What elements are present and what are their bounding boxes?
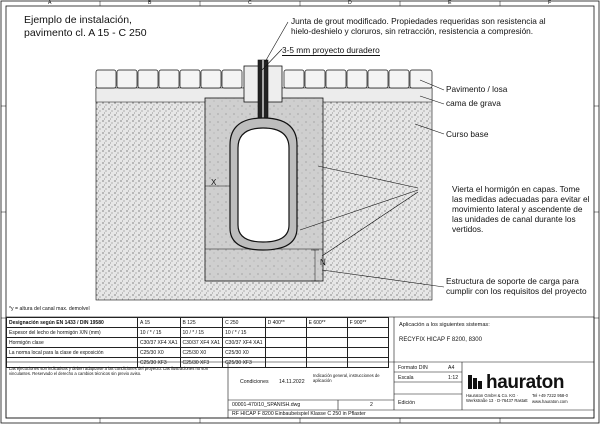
drawing-number: 00001-470/10_SPANISH.dwg (232, 402, 301, 408)
table-cell (347, 338, 388, 348)
table-cell: Espesor del lecho de hormigón X/N (mm) (7, 328, 138, 338)
table-cell (347, 348, 388, 358)
table-cell (347, 358, 388, 368)
application-label: Aplicación a los siguientes sistemas: (399, 322, 490, 328)
drawing-file-title: RF HICAP F 8200 Einbaubeispiel Klasse C 250 in Pflaster (232, 411, 366, 417)
table-header-cell: A 15 (138, 318, 181, 328)
table-cell (306, 338, 347, 348)
table-cell: C30/37 XF4 XA1 (180, 338, 223, 348)
disclaimer-text: Las ejecuciones son indicativas y deben adaptarse a las condiciones del proyecto. Las ilustraciones no son vinculantes. Reservado el derecho a cambios técnicos sin previo aviso. (9, 366, 209, 377)
table-cell (265, 338, 306, 348)
title-line-2: pavimento cl. A 15 - C 250 (24, 27, 147, 39)
dimension-label-n: N (320, 258, 326, 267)
callout-gravel-bed: cama de grava (446, 98, 501, 108)
table-row (7, 328, 389, 338)
company-logo-text: hauraton (486, 372, 565, 393)
spec-table (6, 317, 389, 368)
table-row (7, 318, 389, 328)
table-cell: C30/37 XF4 XA1 (138, 338, 181, 348)
scale-label: Escala (398, 375, 414, 381)
edition-label: Edición (398, 400, 416, 406)
table-cell (306, 348, 347, 358)
table-row (7, 348, 389, 358)
table-header-cell: E 600** (306, 318, 347, 328)
table-cell (347, 328, 388, 338)
table-header-cell: D 400** (265, 318, 306, 328)
instructions-text: Indicación general, instrucciones de aplicación (313, 373, 380, 384)
company-phone: Tel +49 7222 958-0 (532, 393, 568, 398)
table-cell: 10 / * / 15 (180, 328, 223, 338)
table-cell (306, 328, 347, 338)
border-letter-e: E (448, 0, 452, 6)
table-cell: 10 / * / 15 (138, 328, 181, 338)
callout-base-course: Curso base (446, 129, 489, 139)
scale-value: 1:12 (448, 375, 459, 381)
border-letter-a: A (48, 0, 52, 6)
border-letter-f: F (548, 0, 552, 6)
table-cell: C25/30 XF3 (223, 358, 266, 368)
border-letter-d: D (348, 0, 352, 6)
table-cell: C30/37 XF4 XA1 (223, 338, 266, 348)
table-row (7, 338, 389, 348)
table-cell: C25/30 X0 (138, 348, 181, 358)
dimension-label-x: X (211, 178, 217, 187)
footnote: *y = altura del canal max. demolvel (9, 306, 90, 312)
table-cell: C25/30 X0 (223, 348, 266, 358)
company-address: Hauraton GmbH & Co. KG · Werkstraße 13 · D-76437 Rastatt (466, 393, 528, 404)
revision-number: 2 (370, 402, 373, 408)
drawing-title (24, 14, 147, 40)
table-header-cell: Designación según EN 1433 / DIN 19580 (7, 318, 138, 328)
callout-concrete: Vierta el hormigón en capas. Tome las medidas adecuadas para evitar el movimiento lateral y ascendente de las unidades de canal durante los vertidos. (452, 184, 590, 234)
callout-pavement: Pavimento / losa (446, 84, 508, 94)
table-cell (306, 358, 347, 368)
table-cell (265, 348, 306, 358)
callout-grout-joint: Junta de grout modificado. Propiedades requeridas son resistencia al hielo-deshielo y cloruros, sin retracción, resistencia a compresión. (291, 16, 546, 36)
channel-inner (238, 128, 289, 242)
table-cell: Hormigón clase (7, 338, 138, 348)
table-cell (265, 358, 306, 368)
table-cell: C25/30 X0 (180, 348, 223, 358)
hauraton-logo-icon (468, 375, 482, 389)
format-label: Formato DIN (398, 365, 428, 371)
table-cell: C25/30 XF3 (180, 358, 223, 368)
company-website: www.hauraton.com (532, 399, 568, 404)
table-cell: 10 / * / 15 (223, 328, 266, 338)
callout-gap: 3-5 mm proyecto duradero (282, 45, 380, 55)
drawing-date: 14.11.2022 (279, 379, 305, 385)
border-letter-b: B (148, 0, 152, 6)
title-line-1: Ejemplo de instalación, (24, 14, 132, 26)
callout-support-structure: Estructura de soporte de carga para cumplir con los requisitos del proyecto (446, 276, 587, 296)
table-header-cell: C 250 (223, 318, 266, 328)
table-cell: La norma local para la clase de exposición (7, 348, 138, 358)
conditions-label: Condiciones (240, 379, 269, 385)
table-cell: C25/30 XF3 (138, 358, 181, 368)
border-letter-c: C (248, 0, 252, 6)
table-cell (265, 328, 306, 338)
product-name: RECYFIX HICAP F 8200, 8300 (399, 337, 482, 343)
table-header-cell: F 900** (347, 318, 388, 328)
table-header-cell: B 125 (180, 318, 223, 328)
format-value: A4 (448, 365, 455, 371)
